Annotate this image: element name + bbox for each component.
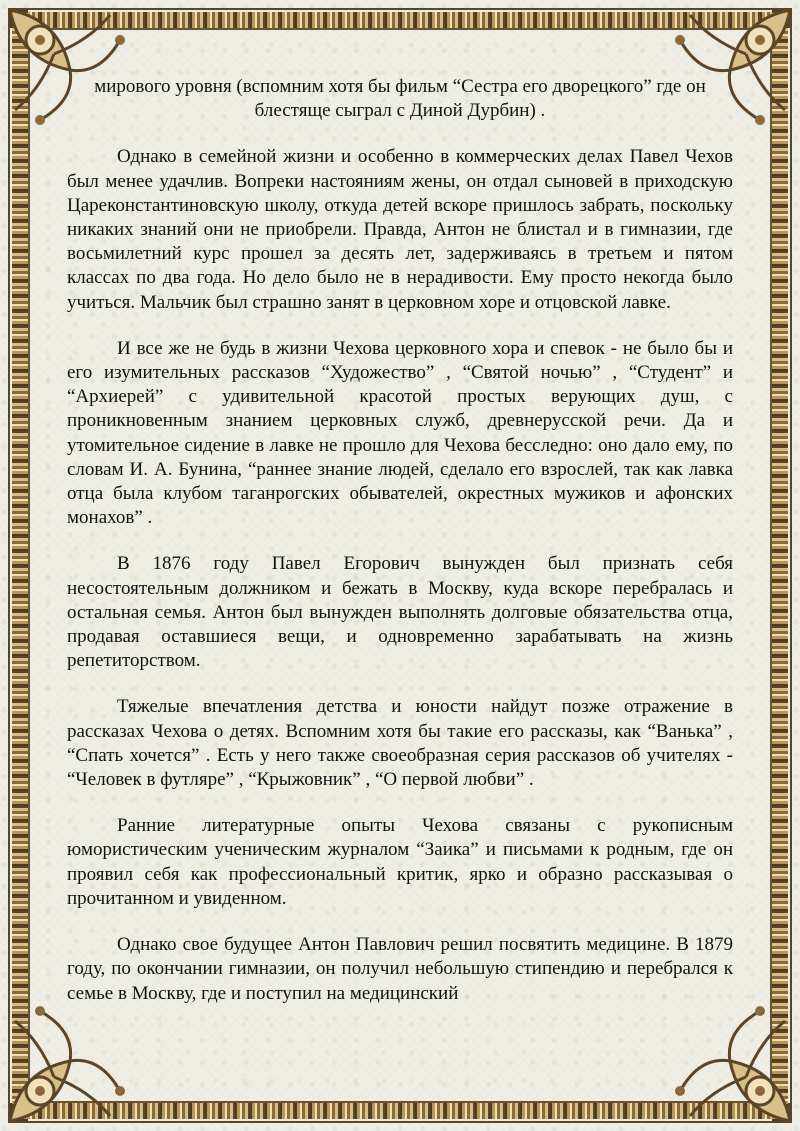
frame-border-right — [772, 10, 788, 1121]
paragraph-1: Однако в семейной жизни и особенно в коммерческих делах Павел Чехов был менее удачлив. Вопреки настояниям жены, он отдал сыновей в приходскую Цареконстантиновскую школу, откуда детей вскоре пришлось забрать, поскольку никаких знаний они не приобрели. Правда, Антон не блистал и в гимназии, где восьмилетний курс прошел за десять лет, задерживаясь в третьем и пятом классах по два года. Но дело было не в нерадивости. Ему просто некогда было учиться. Мальчик был страшно занят в церковном хоре и отцовской лавке. — [67, 146, 733, 313]
frame-border-top — [10, 12, 790, 28]
frame-border-bottom — [10, 1103, 790, 1119]
paragraph-2: И все же не будь в жизни Чехова церковного хора и спевок - не было бы и его изумительных рассказов “Художество” , “Святой ночью” , “Студент” и “Архиерей” с удивительной красотой простых верующих душ, с проникновенным знанием церковных служб, древнерусской речи. Да и утомительное сидение в лавке не прошло для Чехова бесследно: оно дало ему, по словам И. А. Бунина, “раннее знание людей, сделало его взрослей, так как лавка отца была клубом таганрогских обывателей, окрестных мужиков и афонских монахов” . — [67, 337, 733, 529]
intro-paragraph: мирового уровня (вспомним хотя бы фильм “Сестра его дворецкого” где он блестяще сыграл с Диной Дурбин) . — [94, 76, 706, 122]
paragraph-3: В 1876 году Павел Егорович вынужден был признать себя несостоятельным должником и бежать в Москву, куда вскоре перебралась и остальная семья. Антон был вынужден выполнять долговые обязательства отца, продавая оставшиеся вещи, и одновременно зарабатывать на жизнь репетиторством. — [67, 553, 733, 672]
paragraph-5: Ранние литературные опыты Чехова связаны с рукописным юмористическим ученическим журналом “Заика” и письмами к родным, где он проявил себя как профессиональный критик, ярко и образно рассказывая о прочитанном и увиденном. — [67, 815, 733, 909]
frame-border-left — [12, 10, 28, 1121]
paragraph-4: Тяжелые впечатления детства и юности найдут позже отражение в рассказах Чехова о детях. Вспомним хотя бы такие его рассказы, как “Ванька” , “Спать хочется” . Есть у него также своеобразная серия рассказов об учителях - “Человек в футляре” , “Крыжовник” , “О первой любви” . — [67, 696, 733, 791]
document-body — [67, 75, 733, 1028]
paragraph-6: Однако свое будущее Антон Павлович решил посвятить медицине. В 1879 году, по окончании гимназии, он получил небольшую стипендию и перебрался к семье в Москву, где и поступил на медицинский — [67, 934, 733, 1004]
